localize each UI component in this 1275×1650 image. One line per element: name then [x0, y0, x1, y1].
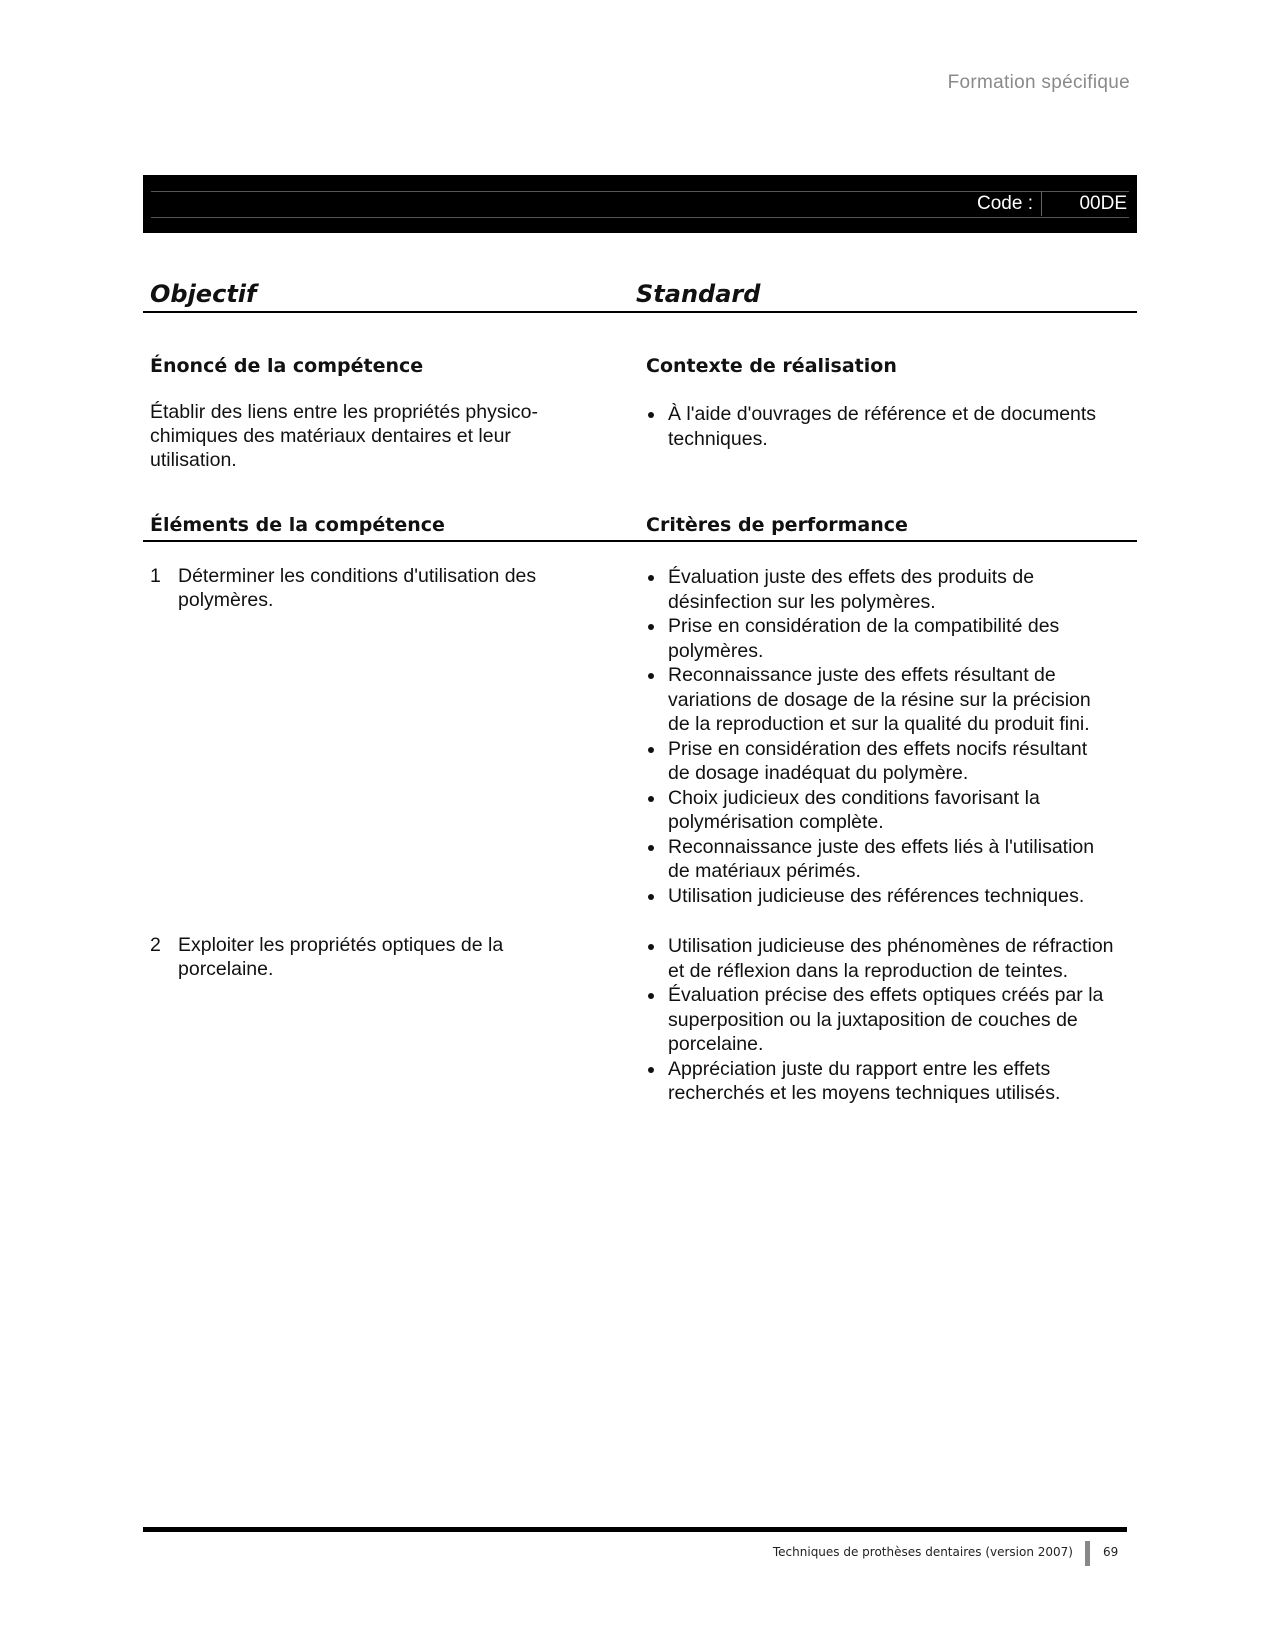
- section-rule: [143, 540, 1137, 542]
- running-head: Formation spécifique: [947, 72, 1130, 93]
- footer-title: Techniques de prothèses dentaires (version 2007): [772, 1545, 1073, 1559]
- elements-heading: Éléments de la compétence: [150, 514, 445, 536]
- contexte-list: [646, 402, 1114, 451]
- element-1: [150, 564, 570, 612]
- element-number: 1: [150, 565, 161, 587]
- list-item: Utilisation judicieuse des phénomènes de réfraction et de réflexion dans la reproduction de teintes.: [646, 934, 1114, 983]
- code-band: [143, 175, 1137, 233]
- list-item: Évaluation juste des effets des produits de désinfection sur les polymères.: [646, 565, 1114, 614]
- enonce-heading: Énoncé de la compétence: [150, 355, 424, 377]
- list-item: Prise en considération de la compatibilité des polymères.: [646, 614, 1114, 663]
- element-2: [150, 933, 570, 981]
- footer-divider: [1085, 1541, 1090, 1566]
- element-text: Déterminer les conditions d'utilisation des polymères.: [178, 565, 537, 611]
- list-item: Choix judicieux des conditions favorisant la polymérisation complète.: [646, 786, 1114, 835]
- criteria-list-2: [646, 934, 1114, 1106]
- criteres-heading: Critères de performance: [646, 514, 908, 536]
- list-item: Appréciation juste du rapport entre les effets recherchés et les moyens techniques utilisés.: [646, 1057, 1114, 1106]
- footer-rule: [143, 1527, 1127, 1532]
- title-rule: [143, 311, 1137, 313]
- contexte-heading: Contexte de réalisation: [646, 355, 897, 377]
- code-label: Code :: [977, 191, 1042, 216]
- element-text: Exploiter les propriétés optiques de la porcelaine.: [178, 934, 504, 980]
- objectif-title: Objectif: [150, 280, 257, 308]
- list-item: Reconnaissance juste des effets liés à l'utilisation de matériaux périmés.: [646, 835, 1114, 884]
- list-item: Évaluation précise des effets optiques créés par la superposition ou la juxtaposition de couches de porcelaine.: [646, 983, 1114, 1057]
- enonce-text: Établir des liens entre les propriétés physico-chimiques des matériaux dentaires et leur utilisation.: [150, 401, 539, 471]
- list-item: Prise en considération des effets nocifs résultant de dosage inadéquat du polymère.: [646, 737, 1114, 786]
- list-item: À l'aide d'ouvrages de référence et de documents techniques.: [646, 402, 1114, 451]
- element-number: 2: [150, 934, 161, 956]
- list-item: Reconnaissance juste des effets résultant de variations de dosage de la résine sur la précision de la reproduction et sur la qualité du produit fini.: [646, 663, 1114, 737]
- list-item: Utilisation judicieuse des références techniques.: [646, 884, 1114, 909]
- page-number: 69: [1103, 1545, 1119, 1559]
- standard-title: Standard: [636, 280, 761, 308]
- criteria-list-1: [646, 565, 1114, 908]
- code-value: 00DE: [1079, 193, 1127, 214]
